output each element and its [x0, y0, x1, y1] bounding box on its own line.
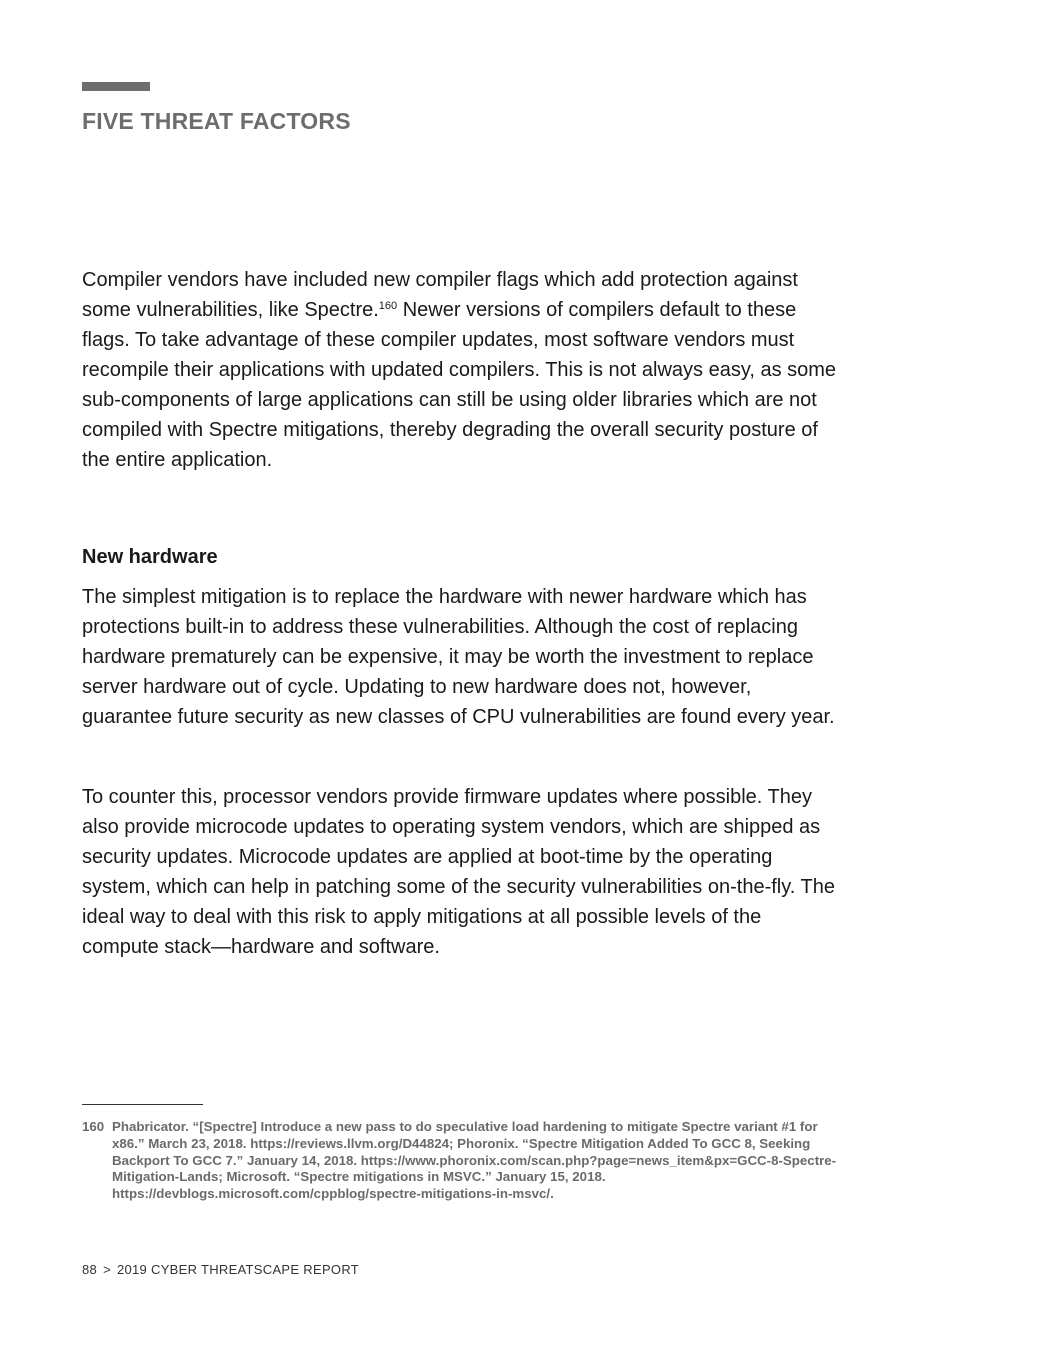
footnote-reference: 160	[378, 300, 398, 312]
paragraph-compiler-flags	[82, 265, 842, 475]
section-title: FIVE THREAT FACTORS	[82, 108, 351, 134]
paragraph-compiler-flags-part1: Compiler vendors have included new compiler flags which add protection against some vulnerabilities, like Spectre.	[82, 269, 798, 321]
footer-separator: >	[103, 1262, 111, 1277]
page-number: 88	[82, 1262, 98, 1277]
subheading-new-hardware: New hardware	[82, 546, 218, 568]
page-footer	[82, 1262, 359, 1277]
paragraph-new-hardware: The simplest mitigation is to replace the hardware with newer hardware which has protections built-in to address these vulnerabilities. Although the cost of replacing hardware prematurely can be expensive, it may be worth the investment to replace server hardware out of cycle. Updating to new hardware does not, however, guarantee future security as new classes of CPU vulnerabilities are found every year.	[82, 586, 835, 728]
footnote-number: 160	[82, 1119, 105, 1134]
paragraph-firmware-updates: To counter this, processor vendors provide firmware updates where possible. They also provide microcode updates to operating system vendors, which are shipped as security updates. Microcode updates are applied at boot-time by the operating system, which can help in patching some of the security vulnerabilities on-the-fly. The ideal way to deal with this risk to apply mitigations at all possible levels of the compute stack—hardware and software.	[82, 786, 835, 958]
report-title: 2019 CYBER THREATSCAPE REPORT	[116, 1262, 360, 1277]
section-accent-bar	[82, 82, 150, 91]
footnote-text: Phabricator. “[Spectre] Introduce a new pass to do speculative load hardening to mitigate Spectre variant #1 for x86.” March 23, 2018. https://reviews.llvm.org/D44824; Phoronix. “Spectre Mitigation Added To GCC 8, Seeking Backport To GCC 7.” January 14, 2018. https://www.phoronix.com/scan.php?page=news_item&px=GCC-8-Spectre-Mitigation-Lands; Microsoft. “Spectre mitigations in MSVC.” January 15, 2018. https://devblogs.microsoft.com/cppblog/spectre-mitigations-in-msvc/.	[112, 1119, 837, 1202]
footnote	[82, 1119, 842, 1203]
footnote-divider	[82, 1104, 203, 1105]
paragraph-compiler-flags-part2: Newer versions of compilers default to these flags. To take advantage of these compiler updates, most software vendors must recompile their applications with updated compilers. This is not always easy, as some sub-components of large applications can still be using older libraries which are not compiled with Spectre mitigations, thereby degrading the overall security posture of the entire application.	[82, 299, 837, 471]
